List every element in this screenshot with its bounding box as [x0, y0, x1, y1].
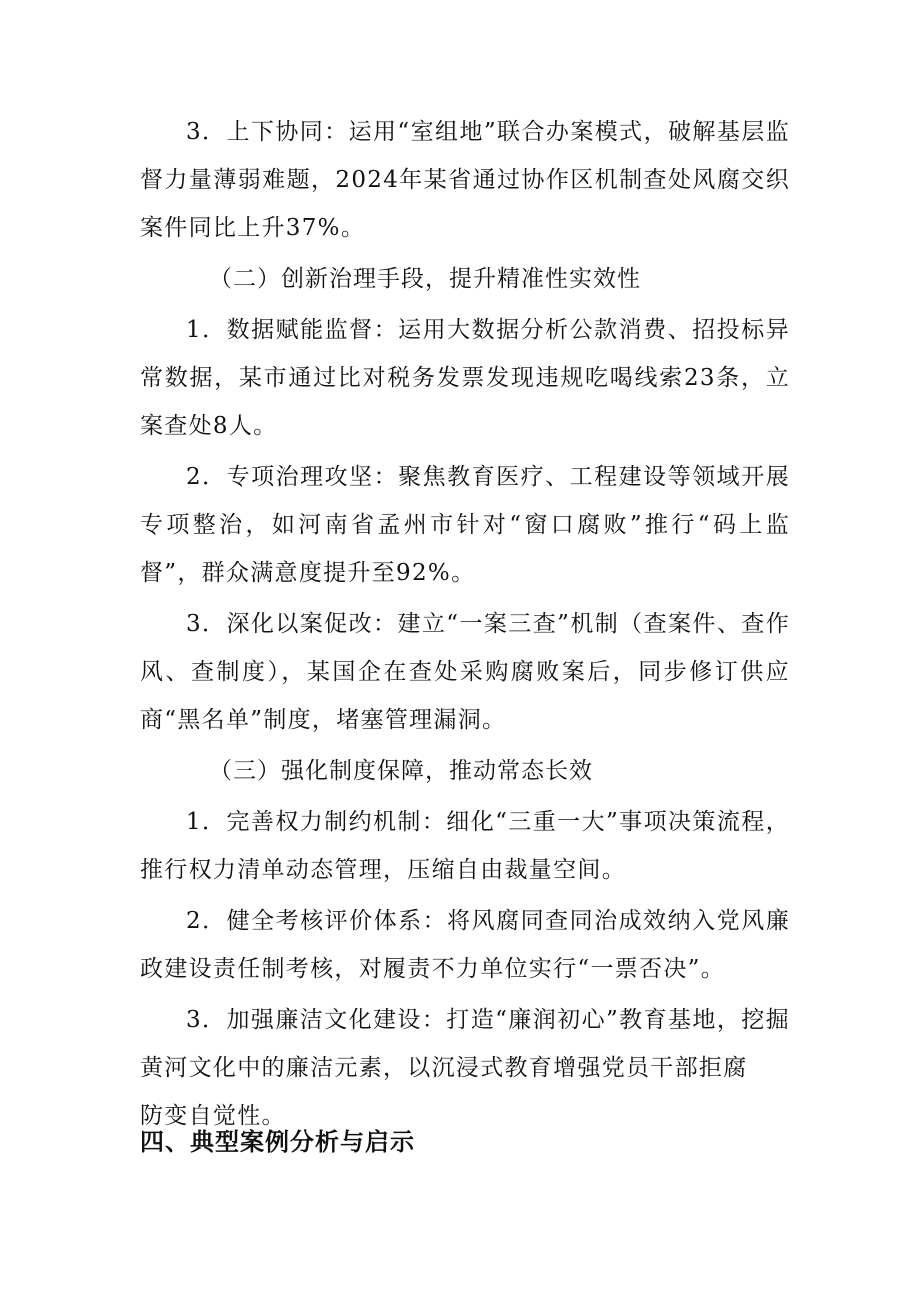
subheading-innovate-governance: （二）创新治理手段，提升精准性实效性 [209, 266, 641, 292]
paragraph-case-reform: 3．深化以案促改：建立“一案三查”机制（查案件、查作风、查制度），某国企在查处采购腐败案后，同步修订供应商“黑名单”制度，堵塞管理漏洞。 [140, 611, 790, 733]
paragraph-integrity-culture-main: 3．加强廉洁文化建设：打造“廉润初心”教育基地，挖掘黄河文化中的廉洁元素，以沉浸式教育增强党员干部拒腐 [140, 1007, 790, 1081]
paragraph-power-restriction: 1．完善权力制约机制：细化“三重一大”事项决策流程，推行权力清单动态管理，压缩自由裁量空间。 [140, 809, 790, 883]
section-heading-case-analysis: 四、典型案例分析与启示 [140, 1128, 415, 1156]
paragraph-upper-lower-coordination: 3．上下协同：运用“室组地”联合办案模式，破解基层监督力量薄弱难题，2024年某省通过协作区机制查处风腐交织案件同比上升37%。 [140, 119, 790, 241]
subheading-institutional-guarantee: （三）强化制度保障，推动常态长效 [209, 758, 593, 784]
paragraph-integrity-culture-tail: 防变自觉性。 [140, 1103, 286, 1129]
paragraph-evaluation-system: 2．健全考核评价体系：将风腐同查同治成效纳入党风廉政建设责任制考核，对履责不力单位实行“一票否决”。 [140, 908, 790, 982]
document-body [140, 108, 790, 1140]
paragraph-data-supervision: 1．数据赋能监督：运用大数据分析公款消费、招投标异常数据，某市通过比对税务发票发现违规吃喝线索23条，立案查处8人。 [140, 317, 790, 439]
paragraph-special-governance: 2．专项治理攻坚：聚焦教育医疗、工程建设等领域开展专项整治，如河南省孟州市针对“窗口腐败”推行“码上监督”，群众满意度提升至92%。 [140, 464, 790, 586]
